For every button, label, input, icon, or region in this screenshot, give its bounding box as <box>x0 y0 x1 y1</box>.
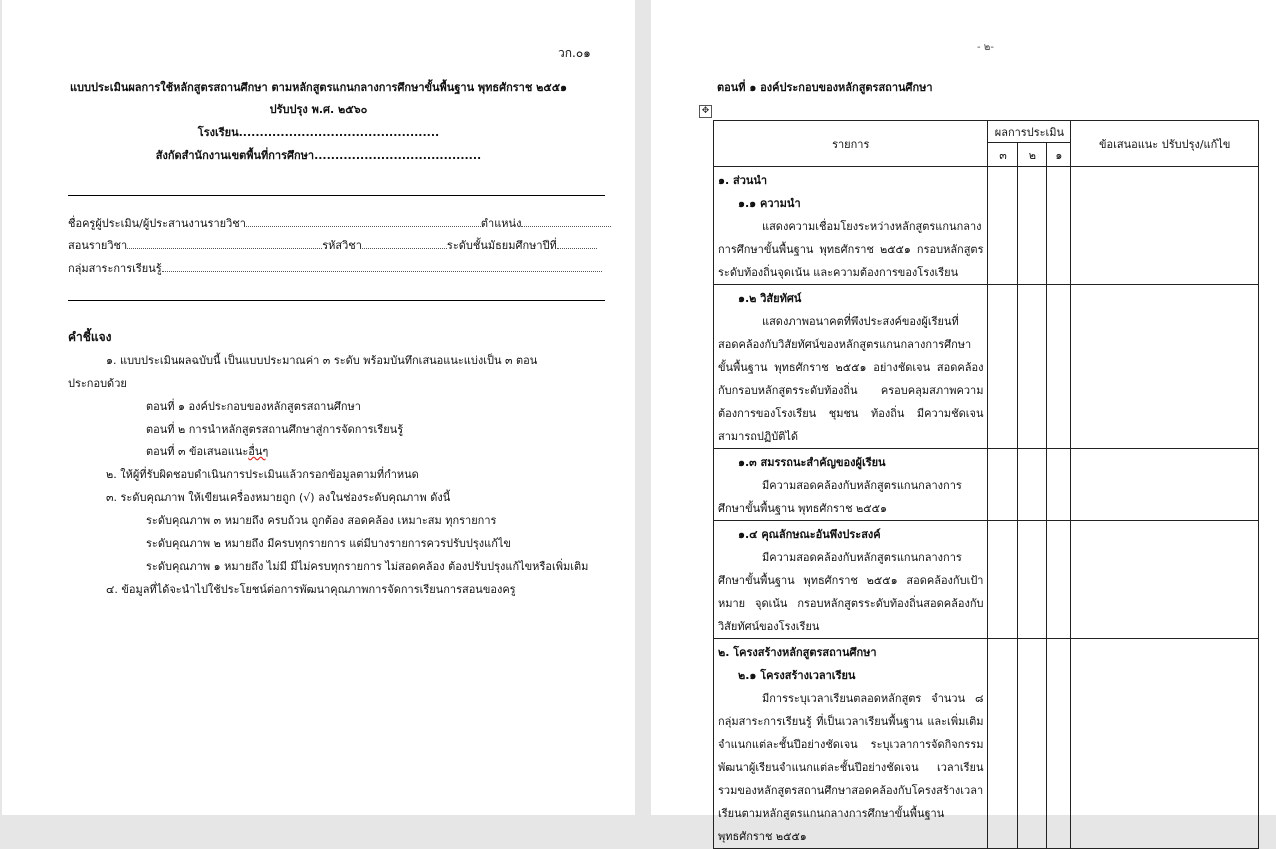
level-1-cell[interactable] <box>1047 521 1071 639</box>
document-page-1 <box>2 0 635 815</box>
table-row <box>714 449 1259 521</box>
table-move-handle-icon[interactable]: ✥ <box>699 105 712 118</box>
level-2-cell[interactable] <box>1018 639 1047 849</box>
row-subheading: ๑.๑ ความนำ <box>738 197 801 210</box>
separator-bottom <box>68 300 605 301</box>
level-1-cell[interactable] <box>1047 449 1071 521</box>
row-body: มีความสอดคล้องกับหลักสูตรแกนกลางการศึกษาขั้นพื้นฐาน พุทธศักราช ๒๕๕๑ สอดคล้องกับเป้าหมาย จุดเน้น กรอบหลักสูตรระดับท้องถิ่นสอดคล้องกับวิสัยทัศน์ของโรงเรียน <box>718 551 984 633</box>
level-1-cell[interactable] <box>1047 639 1071 849</box>
learning-area-label: กลุ่มสาระการเรียนรู้ <box>68 262 162 275</box>
document-code: วก.๐๑ <box>558 46 591 60</box>
level-3-cell[interactable] <box>988 521 1018 639</box>
form-row-teacher <box>68 214 607 232</box>
instruction-item-1-cont: ประกอบด้วย <box>68 377 127 390</box>
row-item-cell <box>714 521 988 639</box>
row-body: แสดงภาพอนาคตที่พึงประสงค์ของผู้เรียนที่สอดคล้องกับวิสัยทัศน์ของหลักสูตรแกนกลางการศึกษาขั้นพื้นฐาน พุทธศักราช ๒๕๕๑ อย่างชัดเจน สอดคล้องกับกรอบหลักสูตรระดับท้องถิ่น ครอบคลุมสภาพความต้องการของโรงเรียน ชุมชน ท้องถิ่น มีความชัดเจนสามารถปฏิบัติได้ <box>718 315 984 443</box>
quality-level-2: ระดับคุณภาพ ๒ หมายถึง มีครบทุกรายการ แต่มีบางรายการควรปรับปรุงแก้ไข <box>146 537 511 550</box>
position-label: ตำแหน่ง <box>480 217 522 230</box>
level-3-cell[interactable] <box>988 285 1018 449</box>
header-item: รายการ <box>714 121 988 167</box>
section-title: ตอนที่ ๑ องค์ประกอบของหลักสูตรสถานศึกษา <box>717 81 933 94</box>
suggestion-cell[interactable] <box>1071 639 1259 849</box>
education-area-line: สังกัดสำนักงานเขตพื้นที่การศึกษา........................................ <box>155 149 482 162</box>
evaluation-table <box>713 120 1259 849</box>
instruction-part-3 <box>146 442 268 460</box>
instruction-item-3: ๓. ระดับคุณภาพ ให้เขียนเครื่องหมายถูก (√) ลงในช่องระดับคุณภาพ ดังนี้ <box>106 491 451 504</box>
level-2-cell[interactable] <box>1018 449 1047 521</box>
suggestion-cell[interactable] <box>1071 167 1259 285</box>
header-result: ผลการประเมิน <box>988 121 1071 143</box>
instruction-part-3-misspelled: อื่นๆ <box>248 445 269 458</box>
school-line: โรงเรียน................................................ <box>197 126 440 139</box>
row-heading: ๑. ส่วนนำ <box>718 174 768 187</box>
row-body: แสดงความเชื่อมโยงระหว่างหลักสูตรแกนกลางการศึกษาขั้นพื้นฐาน พุทธศักราช ๒๕๕๑ กรอบหลักสูตรระดับท้องถิ่นจุดเน้น และความต้องการของโรงเรียน <box>718 220 984 279</box>
instruction-part-2: ตอนที่ ๒ การนำหลักสูตรสถานศึกษาสู่การจัดการเรียนรู้ <box>146 423 404 436</box>
level-3-cell[interactable] <box>988 449 1018 521</box>
teacher-label: ชื่อครูผู้ประเมิน/ผู้ประสานงานรายวิชา <box>68 217 246 230</box>
form-row-learning-area <box>68 259 607 277</box>
row-subheading: ๑.๓ สมรรถนะสำคัญของผู้เรียน <box>738 456 886 469</box>
table-row <box>714 167 1259 285</box>
document-page-2 <box>651 0 1276 843</box>
document-title: แบบประเมินผลการใช้หลักสูตรสถานศึกษา ตามหลักสูตรแกนกลางการศึกษาขั้นพื้นฐาน พุทธศักราช ๒๕๕๑ <box>69 81 568 94</box>
quality-level-1: ระดับคุณภาพ ๑ หมายถึง ไม่มี มีไม่ครบทุกรายการ ไม่สอดคล้อง ต้องปรับปรุงแก้ไขหรือเพิ่มเติม <box>146 560 589 573</box>
instruction-item-2: ๒. ให้ผู้ที่รับผิดชอบดำเนินการประเมินแล้วกรอกข้อมูลตามที่กำหนด <box>106 468 419 481</box>
page-number: - ๒- <box>977 42 994 53</box>
level-2-cell[interactable] <box>1018 167 1047 285</box>
subject-code-label: รหัสวิชา <box>322 239 362 252</box>
row-body: มีการระบุเวลาเรียนตลอดหลักสูตร จำนวน ๘ กลุ่มสาระการเรียนรู้ ที่เป็นเวลาเรียนพื้นฐาน และเพิ่มเติม จำแนกแต่ละชั้นปีอย่างชัดเจน ระบุเวลาการจัดกิจกรรมพัฒนาผู้เรียนจำแนกแต่ละชั้นปีอย่างชัดเจน เวลาเรียนรวมของหลักสูตรสถานศึกษาสอดคล้องกับโครงสร้างเวลาเรียนตามหลักสูตรแกนกลางการศึกษาขั้นพื้นฐาน พุทธศักราช ๒๕๕๑ <box>718 692 984 843</box>
suggestion-cell[interactable] <box>1071 449 1259 521</box>
table-row <box>714 639 1259 849</box>
table-row <box>714 285 1259 449</box>
instruction-part-1: ตอนที่ ๑ องค์ประกอบของหลักสูตรสถานศึกษา <box>146 400 361 413</box>
instruction-item-4: ๔. ข้อมูลที่ได้จะนำไปใช้ประโยชน์ต่อการพัฒนาคุณภาพการจัดการเรียนการสอนของครู <box>106 583 516 596</box>
row-heading: ๒. โครงสร้างหลักสูตรสถานศึกษา <box>718 646 877 659</box>
header-suggestion: ข้อเสนอแนะ ปรับปรุง/แก้ไข <box>1071 121 1259 167</box>
header-level-1: ๑ <box>1047 143 1071 167</box>
level-1-cell[interactable] <box>1047 285 1071 449</box>
row-subheading: ๒.๑ โครงสร้างเวลาเรียน <box>738 669 856 682</box>
row-item-cell <box>714 167 988 285</box>
level-3-cell[interactable] <box>988 639 1018 849</box>
row-subheading: ๑.๒ วิสัยทัศน์ <box>738 292 802 305</box>
row-body: มีความสอดคล้องกับหลักสูตรแกนกลางการศึกษาขั้นพื้นฐาน พุทธศักราช ๒๕๕๑ <box>718 479 962 515</box>
subject-label: สอนรายวิชา <box>68 239 128 252</box>
header-level-3: ๓ <box>988 143 1018 167</box>
instruction-item-1: ๑. แบบประเมินผลฉบับนี้ เป็นแบบประมาณค่า ๓ ระดับ พร้อมบันทึกเสนอแนะแบ่งเป็น ๓ ตอน <box>106 354 538 367</box>
instructions-heading: คำชี้แจง <box>68 330 112 344</box>
level-2-cell[interactable] <box>1018 285 1047 449</box>
level-3-cell[interactable] <box>988 167 1018 285</box>
row-item-cell <box>714 639 988 849</box>
level-1-cell[interactable] <box>1047 167 1071 285</box>
quality-level-3: ระดับคุณภาพ ๓ หมายถึง ครบถ้วน ถูกต้อง สอดคล้อง เหมาะสม ทุกรายการ <box>146 514 497 527</box>
grade-level-label: ระดับชั้นมัธยมศึกษาปีที่ <box>446 239 557 252</box>
instruction-part-3-text: ตอนที่ ๓ ข้อเสนอแนะ <box>146 445 249 458</box>
document-title-revision: ปรับปรุง พ.ศ. ๒๕๖๐ <box>269 103 368 116</box>
suggestion-cell[interactable] <box>1071 285 1259 449</box>
separator-top <box>68 195 605 196</box>
form-row-subject <box>68 236 607 254</box>
suggestion-cell[interactable] <box>1071 521 1259 639</box>
row-item-cell <box>714 449 988 521</box>
row-item-cell <box>714 285 988 449</box>
row-subheading: ๑.๔ คุณลักษณะอันพึงประสงค์ <box>738 528 881 541</box>
table-row <box>714 521 1259 639</box>
level-2-cell[interactable] <box>1018 521 1047 639</box>
header-level-2: ๒ <box>1018 143 1047 167</box>
